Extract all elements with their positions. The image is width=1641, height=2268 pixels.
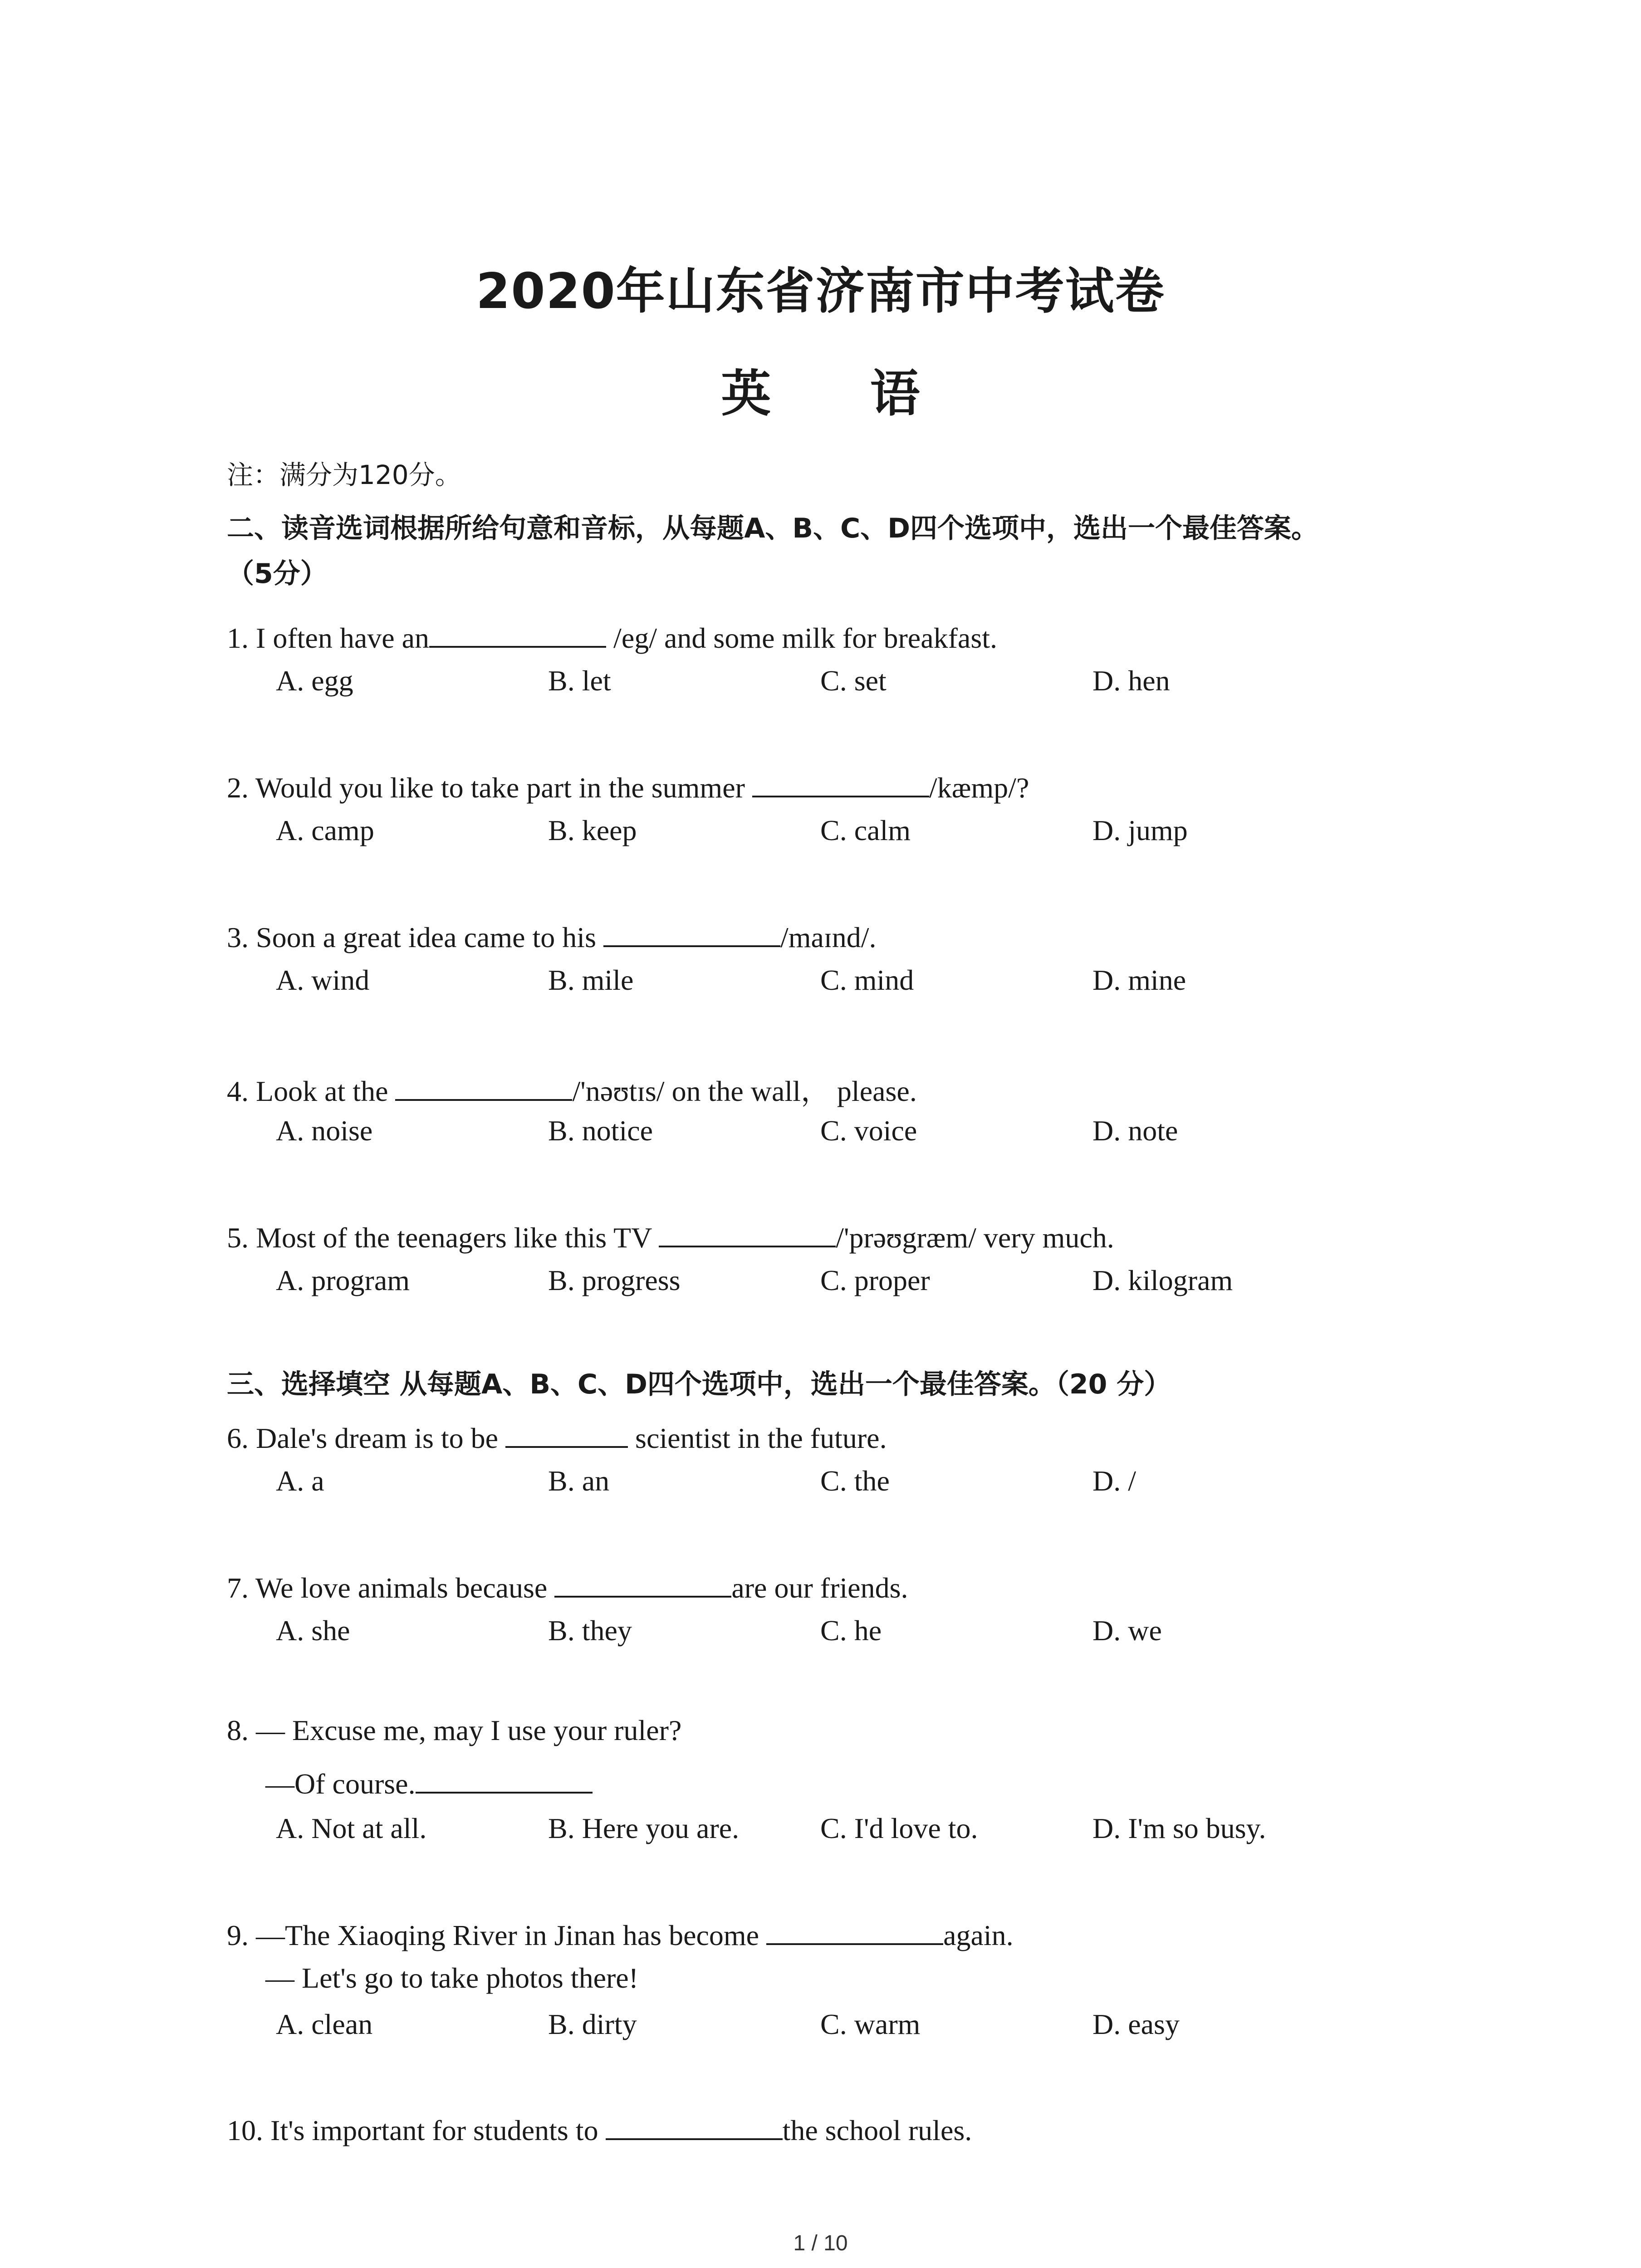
option-a[interactable]: A. a <box>276 1465 324 1497</box>
answer-blank[interactable] <box>395 1071 572 1101</box>
question-text: /'prəʊgræm/ very much. <box>836 1222 1114 1254</box>
option-b[interactable]: B. Here you are. <box>548 1812 740 1844</box>
option-b[interactable]: B. an <box>548 1465 610 1497</box>
option-c[interactable]: C. proper <box>820 1264 930 1296</box>
option-c[interactable]: C. he <box>820 1614 882 1647</box>
question-text: Dale's dream is to be <box>249 1422 506 1454</box>
option-d[interactable]: D. jump <box>1092 814 1188 846</box>
option-c[interactable]: C. I'd love to. <box>820 1812 978 1844</box>
option-a[interactable]: A. wind <box>276 964 370 996</box>
question-number: 5. <box>227 1222 249 1254</box>
option-a[interactable]: A. noise <box>276 1114 373 1147</box>
question-text: It's important for students to <box>263 2114 606 2146</box>
option-a[interactable]: A. she <box>276 1614 350 1647</box>
question-text: —The Xiaoqing River in Jinan has become <box>249 1919 767 1951</box>
option-b[interactable]: B. let <box>548 665 611 697</box>
question-number: 8. <box>227 1714 249 1746</box>
question-number: 7. <box>227 1572 249 1604</box>
question-text: — Excuse me, may I use your ruler? <box>249 1714 682 1746</box>
option-b[interactable]: B. mile <box>548 964 634 996</box>
option-c[interactable]: C. warm <box>820 2008 921 2040</box>
option-c[interactable]: C. set <box>820 665 887 697</box>
answer-blank[interactable] <box>416 1764 593 1794</box>
option-b[interactable]: B. progress <box>548 1264 681 1296</box>
question-text: /kæmp/? <box>929 772 1029 804</box>
option-a[interactable]: A. clean <box>276 2008 373 2040</box>
option-b[interactable]: B. dirty <box>548 2008 637 2040</box>
option-b[interactable]: B. notice <box>548 1114 653 1147</box>
question-10-stem <box>227 2110 972 2147</box>
question-text: Would you like to take part in the summer <box>249 772 752 804</box>
option-d[interactable]: D. mine <box>1092 964 1186 996</box>
section-heading-line: 三、选择填空 从每题A、B、C、D四个选项中，选出一个最佳答案。（20 分） <box>227 1369 1171 1400</box>
option-d[interactable]: D. / <box>1092 1465 1136 1497</box>
option-c[interactable]: C. calm <box>820 814 911 846</box>
answer-blank[interactable] <box>606 2110 783 2140</box>
question-5-stem <box>227 1217 1114 1255</box>
question-text: again. <box>943 1919 1014 1951</box>
option-d[interactable]: D. note <box>1092 1114 1178 1147</box>
question-text: scientist in the future. <box>628 1422 887 1454</box>
question-text: Soon a great idea came to his <box>249 921 603 953</box>
question-number: 9. <box>227 1919 249 1951</box>
question-text: —Of course. <box>265 1768 416 1800</box>
section-heading-choice <box>227 1362 1461 1407</box>
answer-blank[interactable] <box>429 618 606 648</box>
question-8-stem <box>227 1714 681 1747</box>
question-text: We love animals because <box>249 1572 555 1604</box>
section-heading-points: （5分） <box>227 558 328 590</box>
option-b[interactable]: B. they <box>548 1614 632 1647</box>
option-d[interactable]: D. we <box>1092 1614 1162 1647</box>
option-a[interactable]: A. egg <box>276 665 353 697</box>
section-heading-line: 二、读音选词根据所给句意和音标，从每题A、B、C、D四个选项中，选出一个最佳答案。 <box>227 513 1319 544</box>
answer-blank[interactable] <box>752 767 929 797</box>
option-c[interactable]: C. the <box>820 1465 890 1497</box>
section-heading-phonetics <box>227 506 1461 596</box>
question-text: — Let's go to take photos there! <box>265 1962 638 1994</box>
option-d[interactable]: D. hen <box>1092 665 1170 697</box>
question-number: 1. <box>227 622 249 654</box>
question-text: /'nəʊtɪs/ on the wall， please. <box>572 1075 917 1107</box>
question-9-reply <box>265 1961 638 1995</box>
question-2-stem <box>227 767 1029 805</box>
exam-subject: 英 语 <box>721 365 961 423</box>
answer-blank[interactable] <box>603 917 780 947</box>
question-number: 10. <box>227 2114 263 2146</box>
exam-title: 2020年山东省济南市中考试卷 <box>476 263 1165 320</box>
question-9-stem <box>227 1915 1014 1952</box>
question-4-stem <box>227 1068 917 1110</box>
question-6-stem <box>227 1418 887 1455</box>
option-a[interactable]: A. camp <box>276 814 374 846</box>
answer-blank[interactable] <box>766 1915 943 1945</box>
option-c[interactable]: C. mind <box>820 964 914 996</box>
question-text: I often have an <box>249 622 430 654</box>
answer-blank[interactable] <box>505 1418 628 1448</box>
score-note: 注：满分为120分。 <box>227 459 461 490</box>
option-b[interactable]: B. keep <box>548 814 637 846</box>
question-text: Look at the <box>249 1075 396 1107</box>
option-a[interactable]: A. Not at all. <box>276 1812 427 1844</box>
question-8-reply <box>265 1764 593 1801</box>
question-number: 6. <box>227 1422 249 1454</box>
option-d[interactable]: D. I'm so busy. <box>1092 1812 1266 1844</box>
question-3-stem <box>227 917 877 954</box>
option-a[interactable]: A. program <box>276 1264 410 1296</box>
answer-blank[interactable] <box>554 1568 731 1598</box>
option-d[interactable]: D. kilogram <box>1092 1264 1233 1296</box>
question-1-stem <box>227 618 997 655</box>
option-d[interactable]: D. easy <box>1092 2008 1180 2040</box>
option-c[interactable]: C. voice <box>820 1114 917 1147</box>
question-text: /maɪnd/. <box>780 921 877 953</box>
question-text: the school rules. <box>782 2114 972 2146</box>
page-number: 1 / 10 <box>793 2231 848 2255</box>
question-text: Most of the teenagers like this TV <box>249 1222 659 1254</box>
question-7-stem <box>227 1568 908 1605</box>
question-number: 2. <box>227 772 249 804</box>
question-text: /eg/ and some milk for breakfast. <box>606 622 997 654</box>
question-number: 3. <box>227 921 249 953</box>
question-text: are our friends. <box>731 1572 908 1604</box>
answer-blank[interactable] <box>659 1217 836 1247</box>
question-number: 4. <box>227 1075 249 1107</box>
